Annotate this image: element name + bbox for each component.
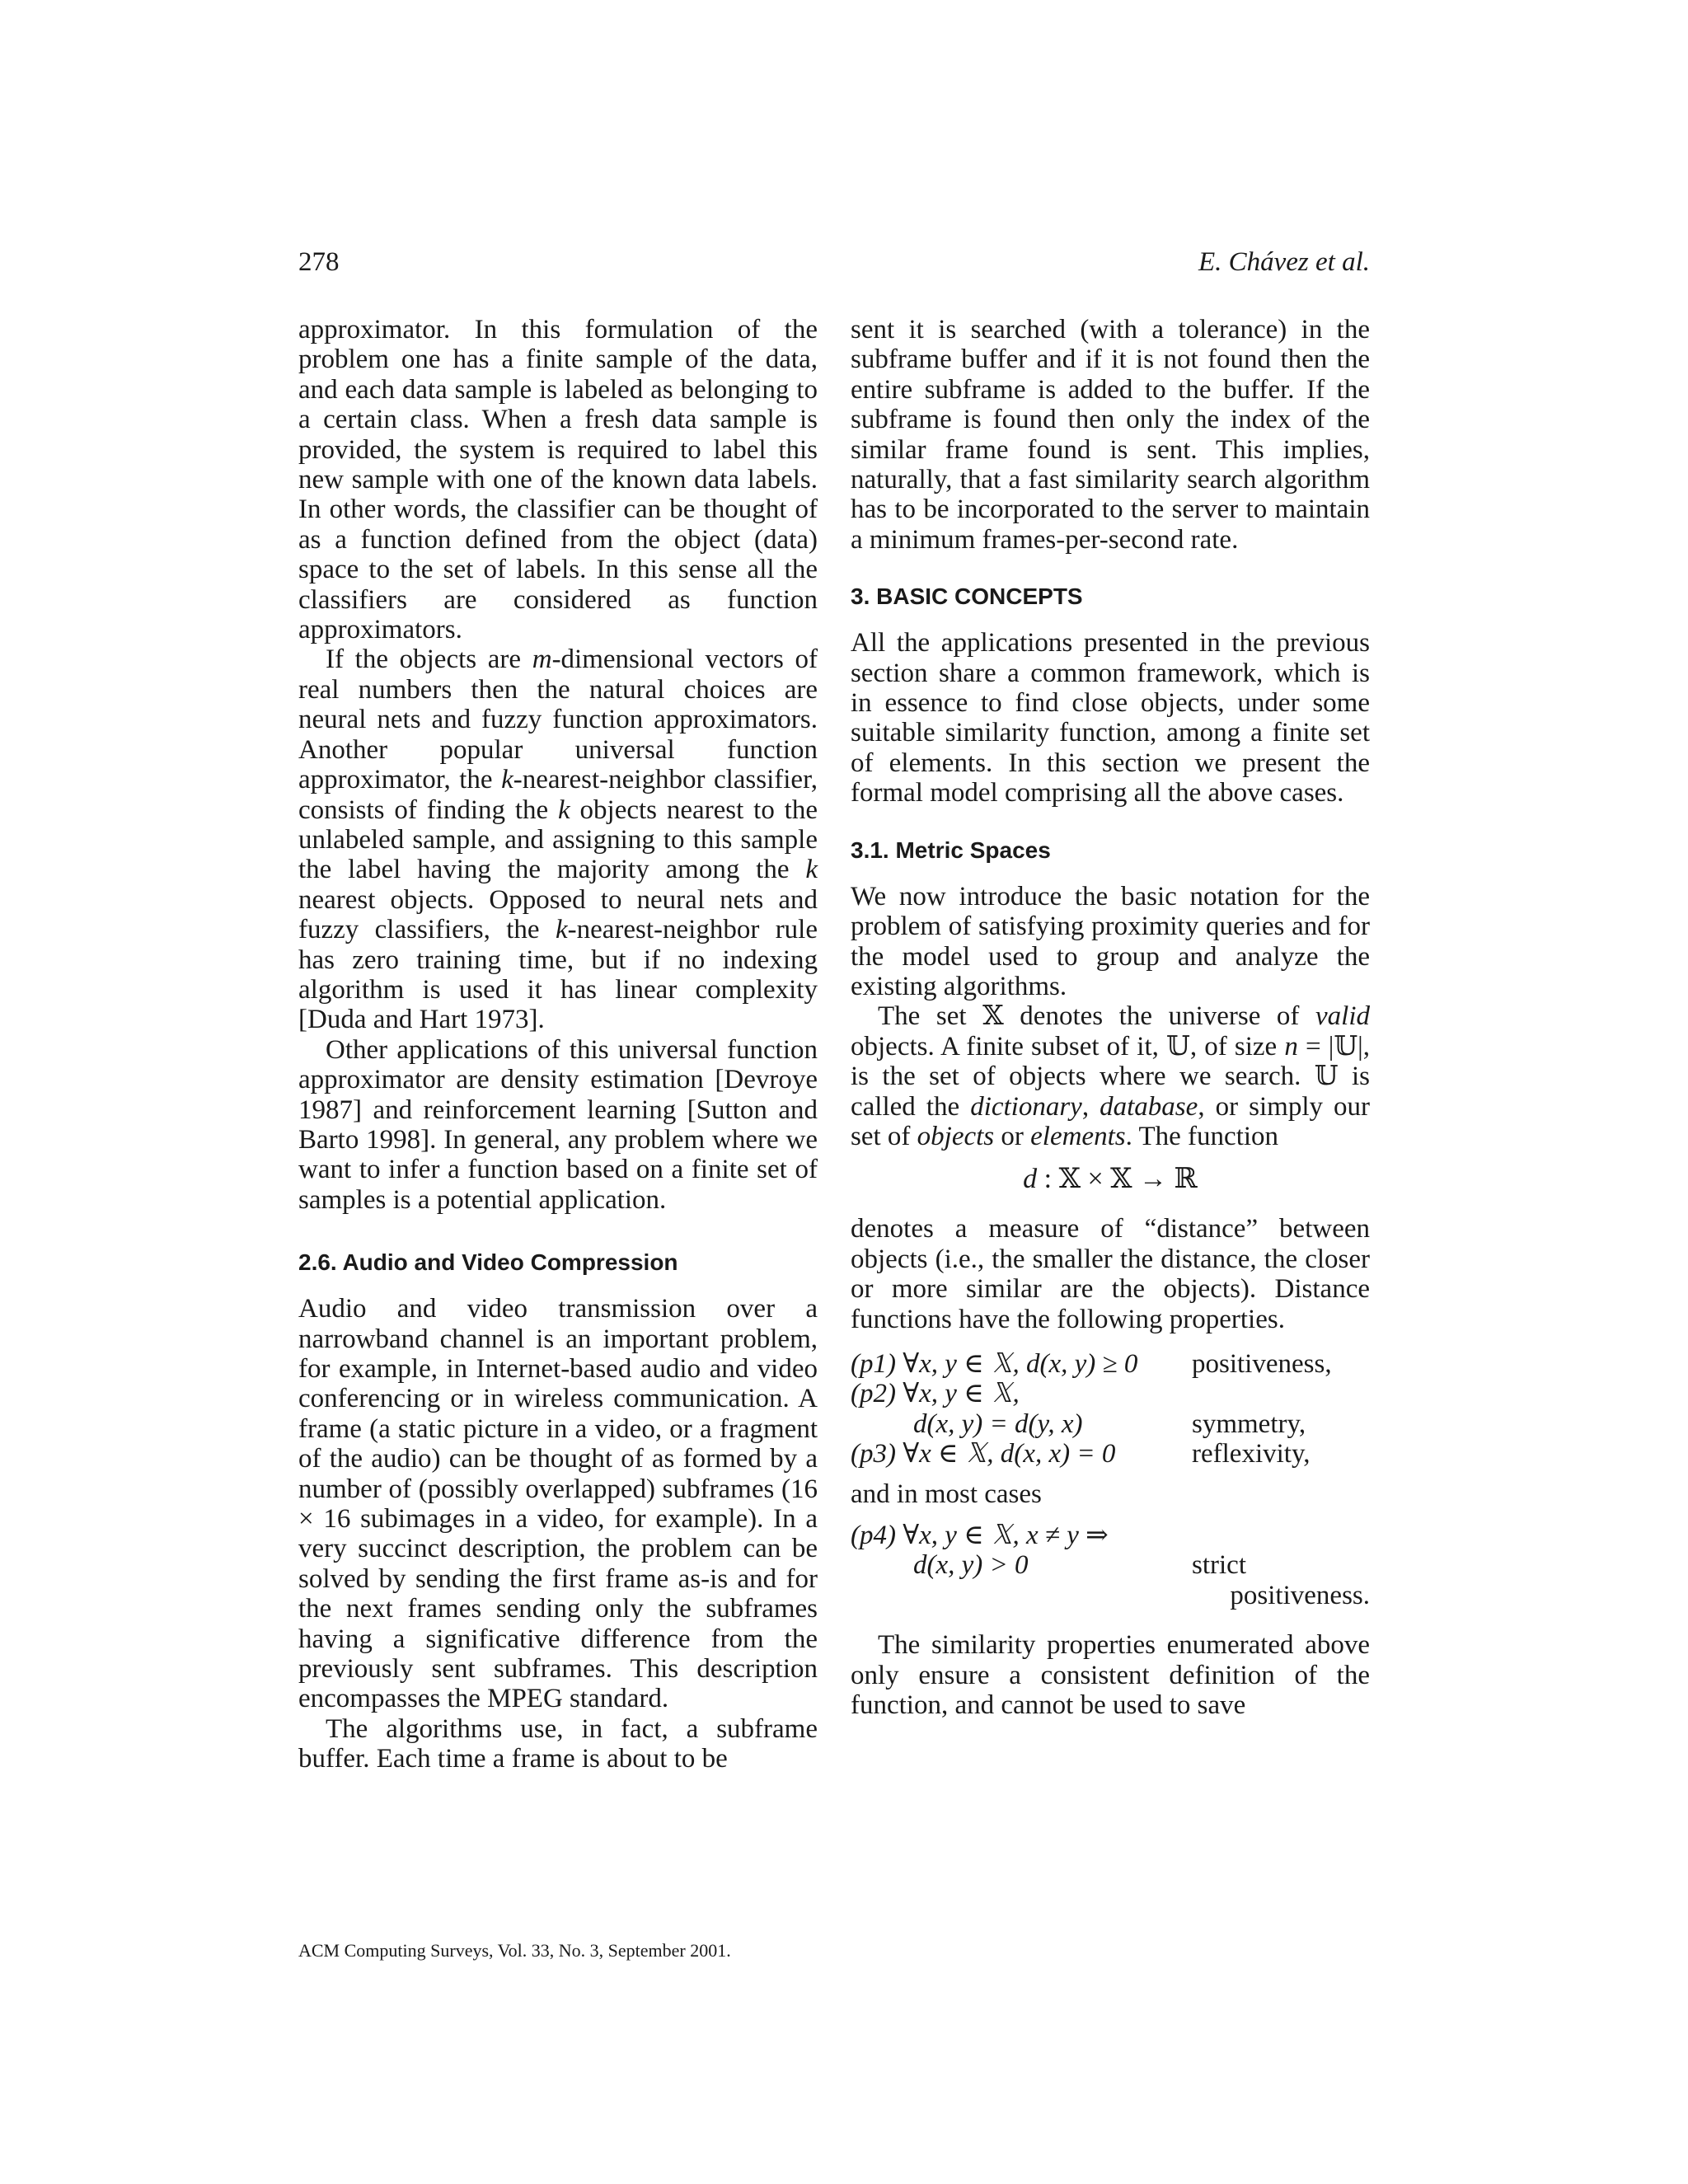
paragraph: denotes a measure of “distance” between objects (i.e., the smaller the distance, the closer or more similar are the objects). Distance functions have the following properties.: [851, 1214, 1370, 1334]
property-p4-name: positiveness.: [1230, 1580, 1370, 1610]
paragraph: All the applications presented in the previous section share a common framework, which is in essence to find close objects, under some suitable similarity function, among a finite set of elements. In this section we present the formal model comprising all the above cases.: [851, 628, 1370, 808]
section-heading-2-6: 2.6. Audio and Video Compression: [298, 1249, 678, 1276]
running-head: [298, 244, 1370, 280]
page-number: 278: [298, 247, 340, 277]
property-p2: (p2) ∀x, y ∈ 𝕏,: [851, 1379, 1020, 1409]
paragraph: Other applications of this universal function approximator are density estimation [Devroye 1987] and reinforcement learning [Sutton and Barto 1998]. In general, any problem where we want to infer a function based on a finite set of samples is a potential application.: [298, 1034, 818, 1215]
paragraph: The set 𝕏 denotes the universe of valid objects. A finite subset of it, 𝕌, of size n = |𝕌|, is the set of objects where we search. 𝕌 is called the dictionary, database, or simply our set of objects or elements. The function: [851, 1001, 1371, 1151]
section-heading-3: 3. BASIC CONCEPTS: [851, 583, 1083, 610]
metric-properties-list: [851, 1349, 1370, 1610]
property-p3: (p3) ∀x ∈ 𝕏, d(x, x) = 0 reflexivity,: [851, 1439, 1311, 1469]
paragraph: approximator. In this formulation of the problem one has a finite sample of the data, and each data sample is labeled as belonging to a certain class. When a fresh data sample is provided, the system is required to label this new sample with one of the known data labels. In other words, the classifier can be thought of as a function defined from the object (data) space to the set of labels. In this sense all the classifiers are considered as function approximators.: [298, 315, 818, 645]
distance-function-equation: d : 𝕏 × 𝕏 → ℝ: [1023, 1164, 1198, 1195]
paragraph: The similarity properties enumerated above only ensure a consistent definition of the function, and cannot be used to save: [851, 1630, 1370, 1720]
paragraph: Audio and video transmission over a narrowband channel is an important problem, for example, in Internet-based audio and video conferencing or in wireless communication. A frame (a static picture in a video, or a fragment of the audio) can be thought of as formed by a number of (possibly overlapped) subframes (16 × 16 subimages in a video, for example). In a very succinct description, the problem can be solved by sending the first frame as-is and for the next frames sending only the subframes having a significative difference from the previously sent subframes. This description encompasses the MPEG standard.: [298, 1294, 818, 1714]
running-head-authors: E. Chávez et al.: [1198, 247, 1370, 277]
property-p4: (p4) ∀x, y ∈ 𝕏, x ≠ y ⇒: [851, 1520, 1109, 1550]
paragraph: and in most cases: [851, 1479, 1042, 1509]
paragraph: We now introduce the basic notation for the problem of satisfying proximity queries and for the model used to group and analyze the existing algorithms.: [851, 881, 1370, 1001]
property-p4-cont: d(x, y) > 0 strict: [913, 1550, 1246, 1581]
footer-citation: ACM Computing Surveys, Vol. 33, No. 3, September 2001.: [298, 1940, 731, 1961]
paragraph: If the objects are m-dimensional vectors of real numbers then the natural choices are neural nets and fuzzy function approximators. Another popular universal function approximator, the k-nearest-neighbor classifier, consists of finding the k objects nearest to the unlabeled sample, and assigning to this sample the label having the majority among the k nearest objects. Opposed to neural nets and fuzzy classifiers, the k-nearest-neighbor rule has zero training time, but if no indexing algorithm is used it has linear complexity [Duda and Hart 1973].: [298, 644, 818, 1035]
left-column: [298, 315, 818, 1774]
right-column: [851, 315, 1370, 1720]
property-p2-cont: d(x, y) = d(y, x) symmetry,: [913, 1408, 1306, 1439]
paragraph: sent it is searched (with a tolerance) in the subframe buffer and if it is not found then the entire subframe is added to the buffer. If the subframe is found then only the index of the similar frame found is sent. This implies, naturally, that a fast similarity search algorithm has to be incorporated to the server to maintain a minimum frames-per-second rate.: [851, 315, 1370, 555]
property-p1: (p1) ∀x, y ∈ 𝕏, d(x, y) ≥ 0 positiveness,: [851, 1348, 1332, 1379]
paragraph: The algorithms use, in fact, a subframe buffer. Each time a frame is about to be: [298, 1713, 818, 1774]
section-heading-3-1: 3.1. Metric Spaces: [851, 837, 1051, 863]
